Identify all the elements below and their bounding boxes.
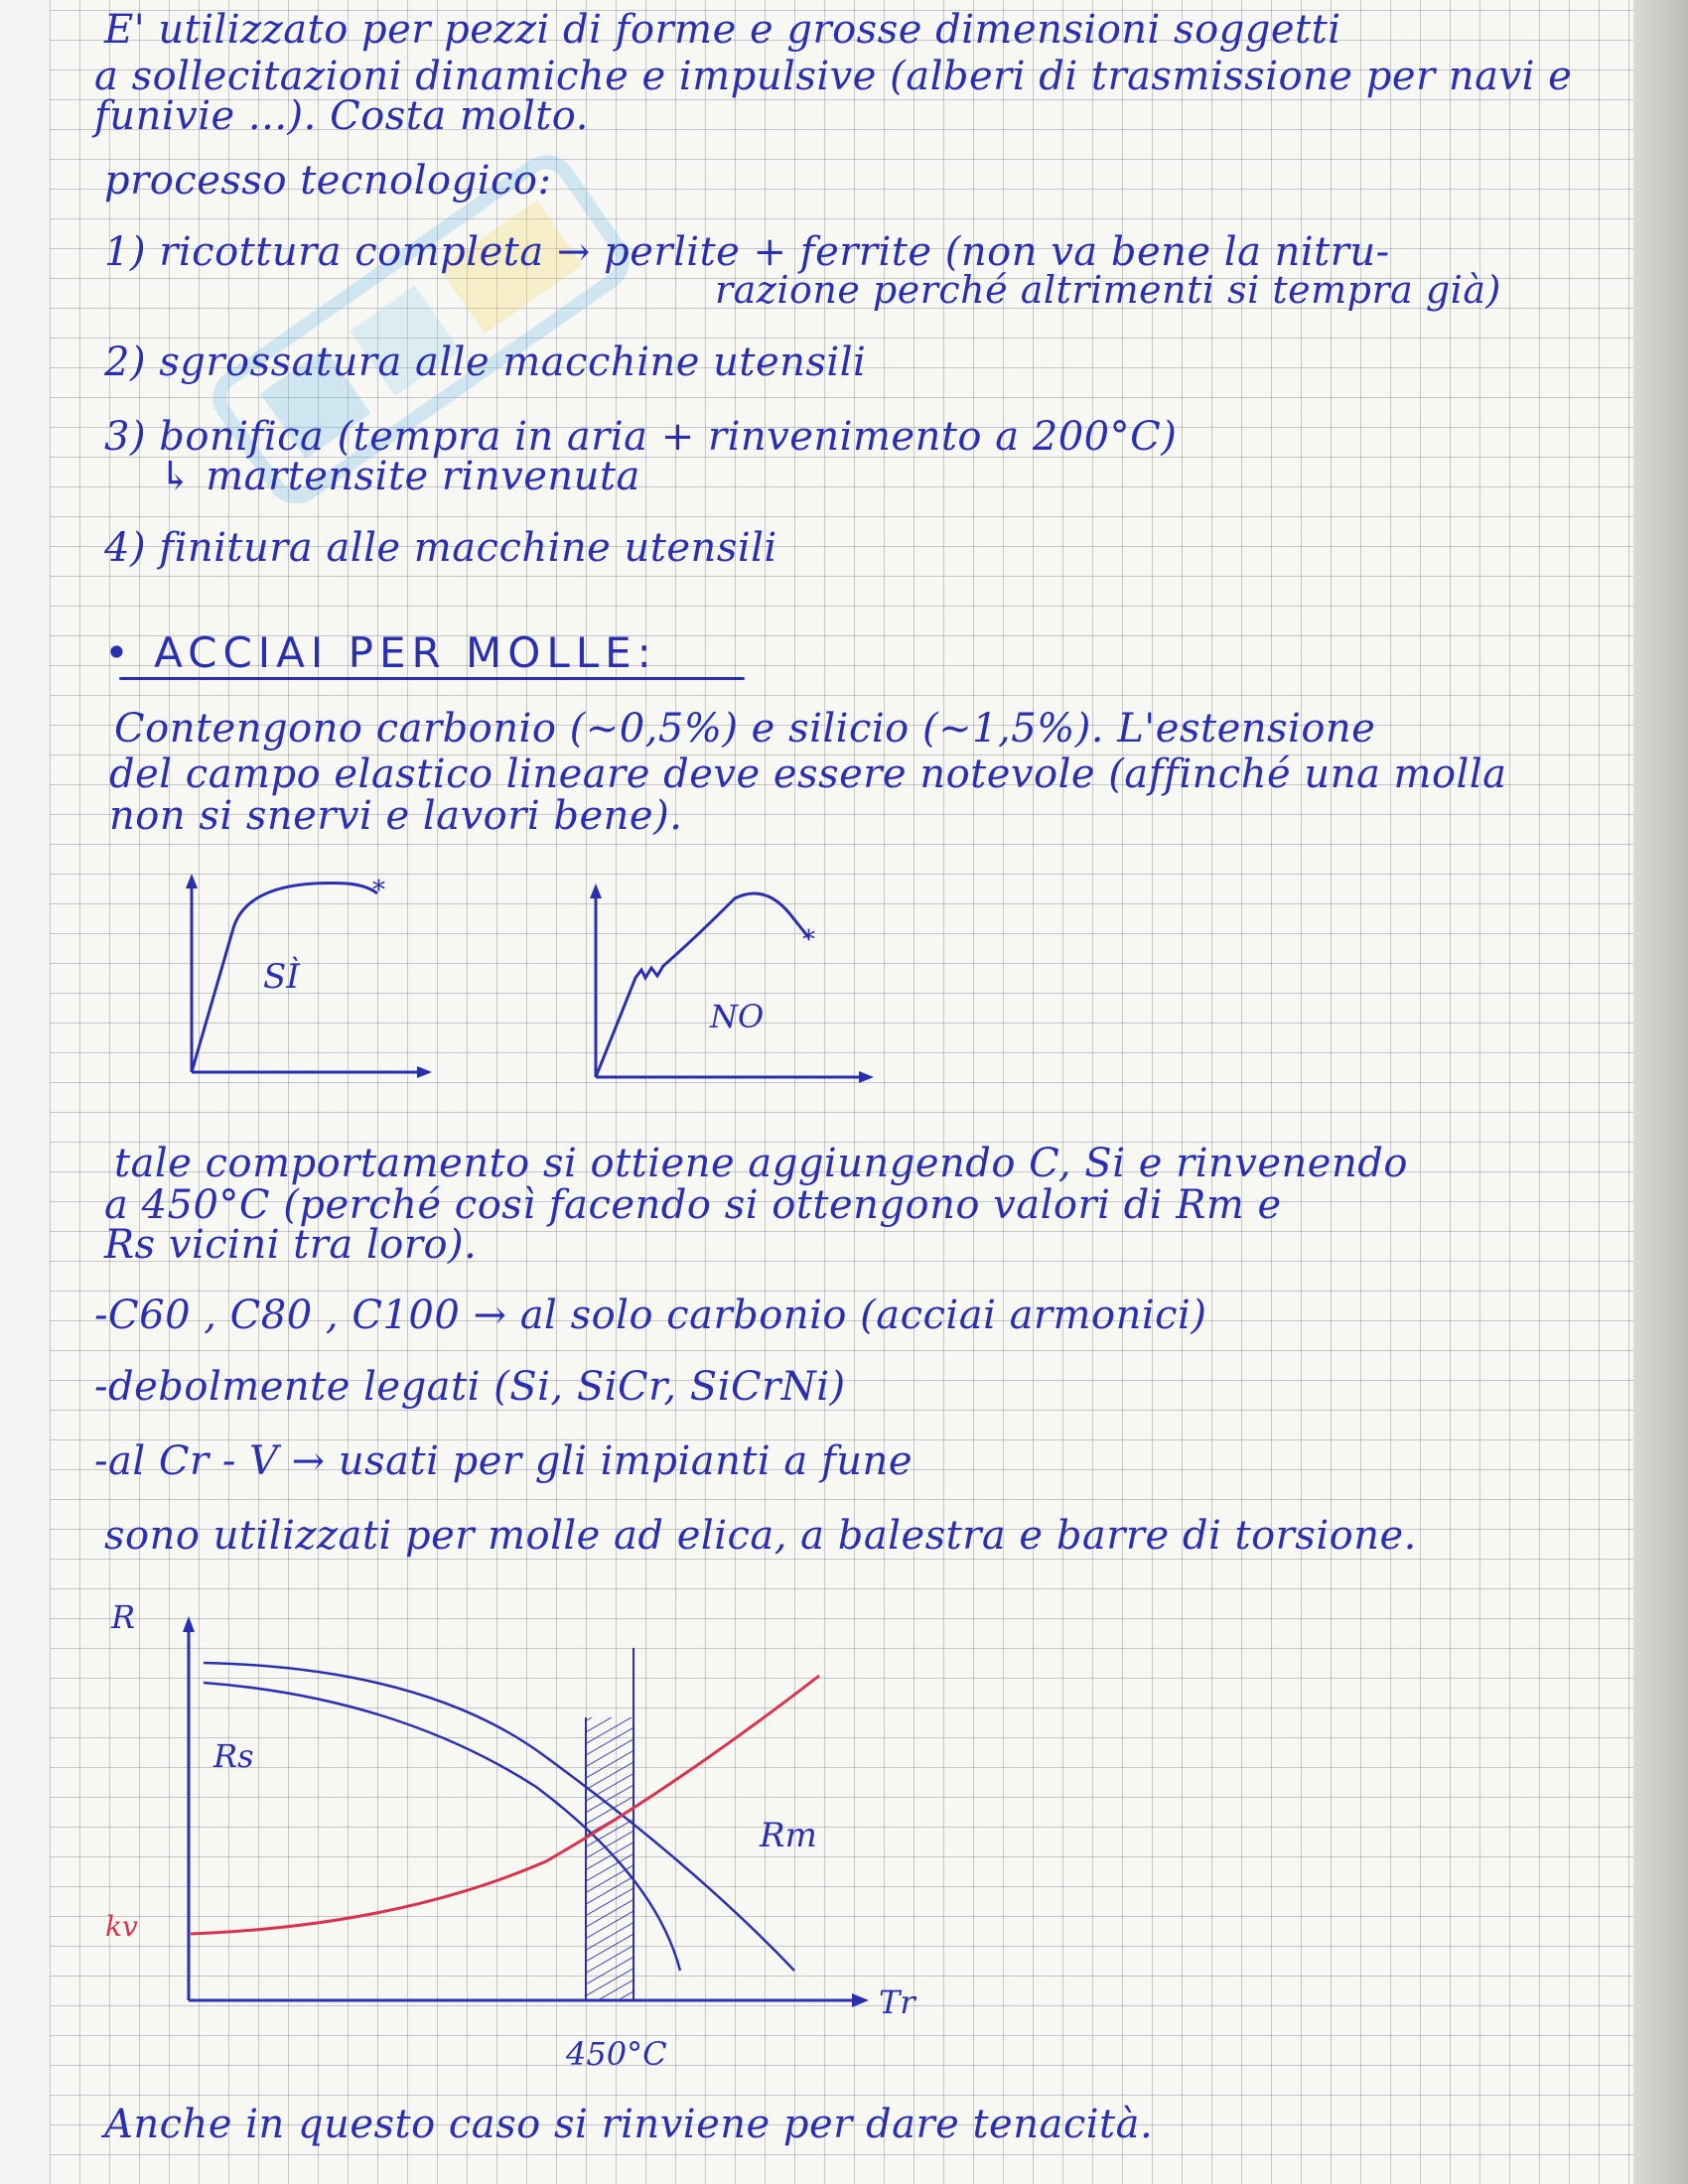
text-line: -al Cr - V → usati per gli impianti a fune [94,1438,913,1484]
kv-label: kv [105,1910,138,1943]
text-line: Anche in questo caso si rinviene per dare tenacità. [104,2102,1154,2147]
rs-label: Rs [213,1737,254,1775]
stress-strain-figure-no [586,879,884,1092]
text-line: 2) sgrossatura alle macchine utensili [104,340,867,385]
text-line: sono utilizzati per molle ad elica, a balestra e barre di torsione. [104,1513,1417,1559]
text-line: 4) finitura alle macchine utensili [104,525,777,571]
text-line: Contengono carbonio (~0,5%) e silicio (~1,5%). L'estensione [114,706,1376,751]
page-edge [1633,0,1688,2184]
text-line: Rs vicini tra loro). [104,1222,478,1268]
kv-curve [191,1676,819,1934]
text-line: ↳ martensite rinvenuta [159,454,640,499]
text-line: a 450°C (perché così facendo si ottengono valori di Rm e [104,1182,1282,1228]
svg-text:*: * [802,925,815,955]
text-line: processo tecnologico: [104,158,552,204]
svg-text:*: * [372,876,385,905]
rm-curve [204,1663,794,1971]
text-line: tale comportamento si ottiene aggiungendo C, Si e rinvenendo [114,1141,1408,1186]
no-label: NO [710,998,765,1035]
text-line: razione perché altrimenti si tempra già) [715,268,1501,312]
text-line: E' utilizzato per pezzi di forme e grosse dimensioni soggetti [104,7,1341,53]
si-label: SÌ [263,957,300,997]
text-line: -C60 , C80 , C100 → al solo carbonio (acciai armonici) [94,1293,1207,1338]
text-line: non si snervi e lavori bene). [109,793,683,839]
text-line: del campo elastico lineare deve essere notevole (affinché una molla [109,751,1507,797]
chart-y-label: R [111,1598,136,1636]
text-line: -debolmente legati (Si, SiCr, SiCrNi) [94,1364,846,1410]
text-line: 3) bonifica (tempra in aria + rinvenimento a 200°C) [104,414,1178,460]
heading-underline [119,677,745,680]
rm-label: Rm [760,1816,817,1855]
stress-strain-figure-si [179,869,437,1087]
temperature-label: 450°C [566,2035,667,2073]
section-heading: • ACCIAI PER MOLLE: [104,628,657,677]
text-line: funivie ...). Costa molto. [94,93,589,139]
temper-curve-chart [99,1588,953,2085]
chart-x-label: Tr [879,1983,915,2021]
text-line: a sollecitazioni dinamiche e impulsive (alberi di trasmissione per navi e [94,54,1573,99]
hatched-temperature-band [586,1717,633,2000]
text-line: 1) ricottura completa → perlite + ferrite (non va bene la nitru- [104,229,1390,275]
